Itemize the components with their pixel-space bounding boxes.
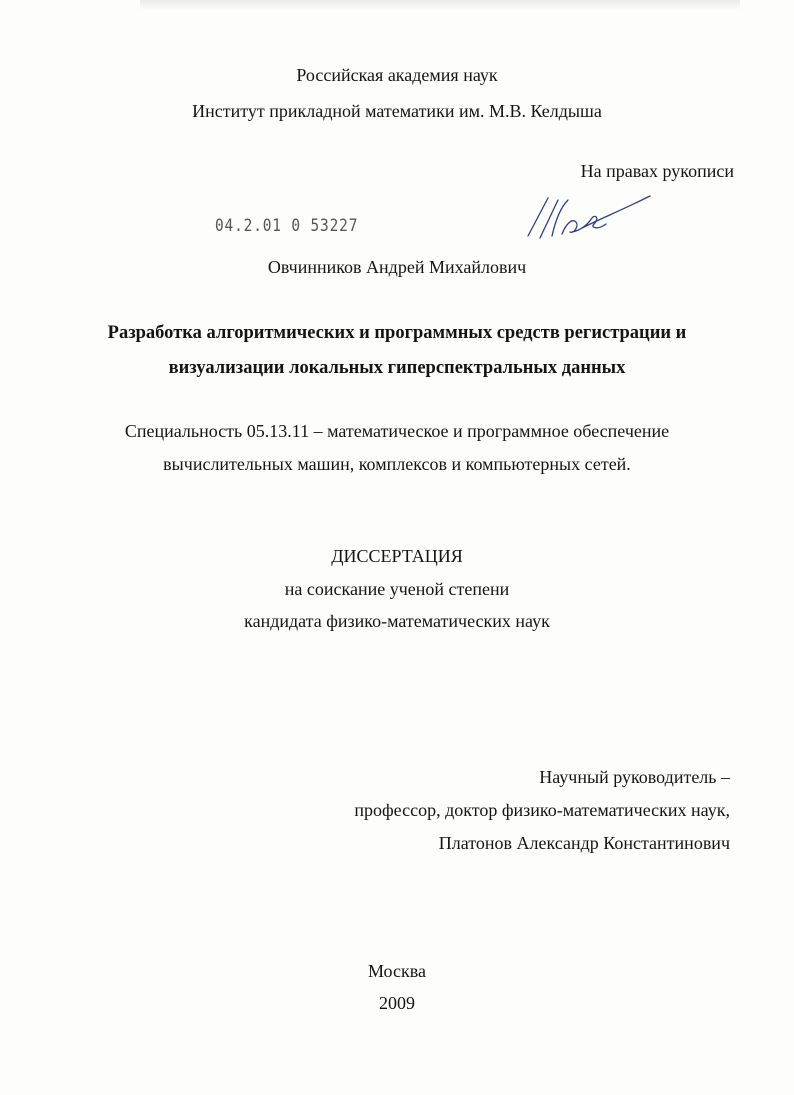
scan-artifact bbox=[140, 0, 740, 10]
specialty-line-1: Специальность 05.13.11 – математическое и программное обеспечение bbox=[124, 421, 670, 441]
supervisor-credentials: профессор, доктор физико-математических наук, bbox=[354, 800, 730, 820]
supervisor-name: Платонов Александр Константинович bbox=[438, 833, 730, 853]
document-type: ДИССЕРТАЦИЯ bbox=[331, 546, 463, 566]
degree-name: кандидата физико-математических наук bbox=[244, 611, 550, 631]
author-name: Овчинников Андрей Михайлович bbox=[267, 257, 527, 277]
institute-name: Институт прикладной математики им. М.В. Келдыша bbox=[192, 101, 602, 121]
year: 2009 bbox=[379, 993, 415, 1013]
registration-stamp: 04.2.01 0 53227 bbox=[215, 216, 359, 236]
degree-purpose: на соискание ученой степени bbox=[284, 579, 510, 599]
dissertation-title-line-2: визуализации локальных гиперспектральных данных bbox=[168, 358, 626, 378]
specialty-line-2: вычислительных машин, комплексов и компьютерных сетей. bbox=[163, 454, 631, 474]
academy-name: Российская академия наук bbox=[296, 65, 498, 85]
manuscript-note: На правах рукописи bbox=[580, 161, 734, 181]
city: Москва bbox=[368, 961, 426, 981]
dissertation-title-line-1: Разработка алгоритмических и программных средств регистрации и bbox=[107, 323, 687, 343]
signature-icon bbox=[522, 188, 672, 248]
supervisor-label: Научный руководитель – bbox=[539, 767, 730, 787]
